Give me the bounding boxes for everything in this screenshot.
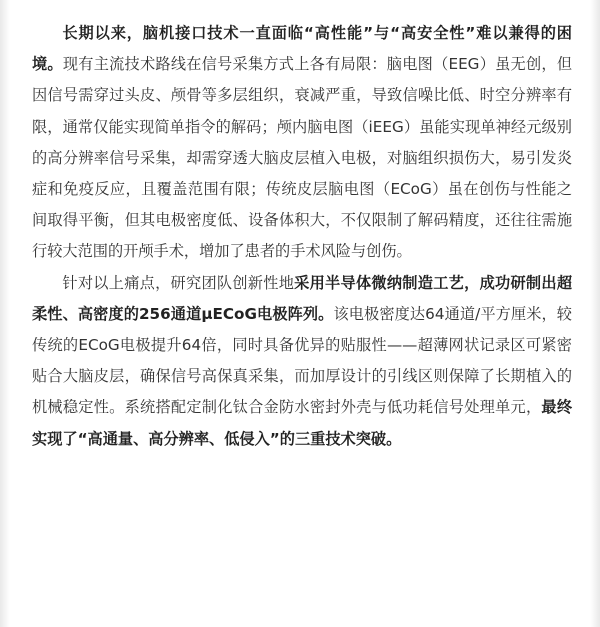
paragraph-2-middle: 该电极密度达64通道/平方厘米，较传统的ECoG电极提升64倍，同时具备优异的贴服性——超薄网状记录区可紧密贴合大脑皮层，确保信号高保真采集，而加厚设计的引线区则保障了长期植入的机械稳定性。系统搭配定制化钛合金防水密封外壳与低功耗信号处理单元， [32, 304, 572, 417]
paragraph-2-intro: 针对以上痛点，研究团队创新性地 [62, 273, 295, 292]
paragraph-2 [32, 268, 572, 455]
paragraph-1 [32, 18, 572, 268]
left-edge-shadow [0, 0, 10, 627]
paragraph-1-text: 现有主流技术路线在信号采集方式上各有局限：脑电图（EEG）虽无创，但因信号需穿过头皮、颅骨等多层组织，衰减严重，导致信噪比低、时空分辨率有限，通常仅能实现简单指令的解码；颅内脑电图（iEEG）虽能实现单神经元级别的高分辨率信号采集，却需穿透大脑皮层植入电极，对脑组织损伤大，易引发炎症和免疫反应，且覆盖范围有限；传统皮层脑电图（ECoG）虽在创伤与性能之间取得平衡，但其电极密度低、设备体积大，不仅限制了解码精度，还往往需施行较大范围的开颅手术，增加了患者的手术风险与创伤。 [32, 55, 573, 261]
paragraph-2-bold-1: 采用半导体微纳制造工艺，成功研制出超柔性、高密度的256通道μECoG电极阵列。 [32, 273, 573, 323]
article-body [32, 18, 572, 455]
paragraph-1-bold-lead: 长期以来，脑机接口技术一直面临“高性能”与“高安全性”难以兼得的困境。 [32, 24, 572, 74]
right-edge-shadow [590, 0, 600, 627]
paragraph-2-bold-2: 最终实现了“高通量、高分辨率、低侵入”的三重技术突破。 [32, 398, 573, 448]
